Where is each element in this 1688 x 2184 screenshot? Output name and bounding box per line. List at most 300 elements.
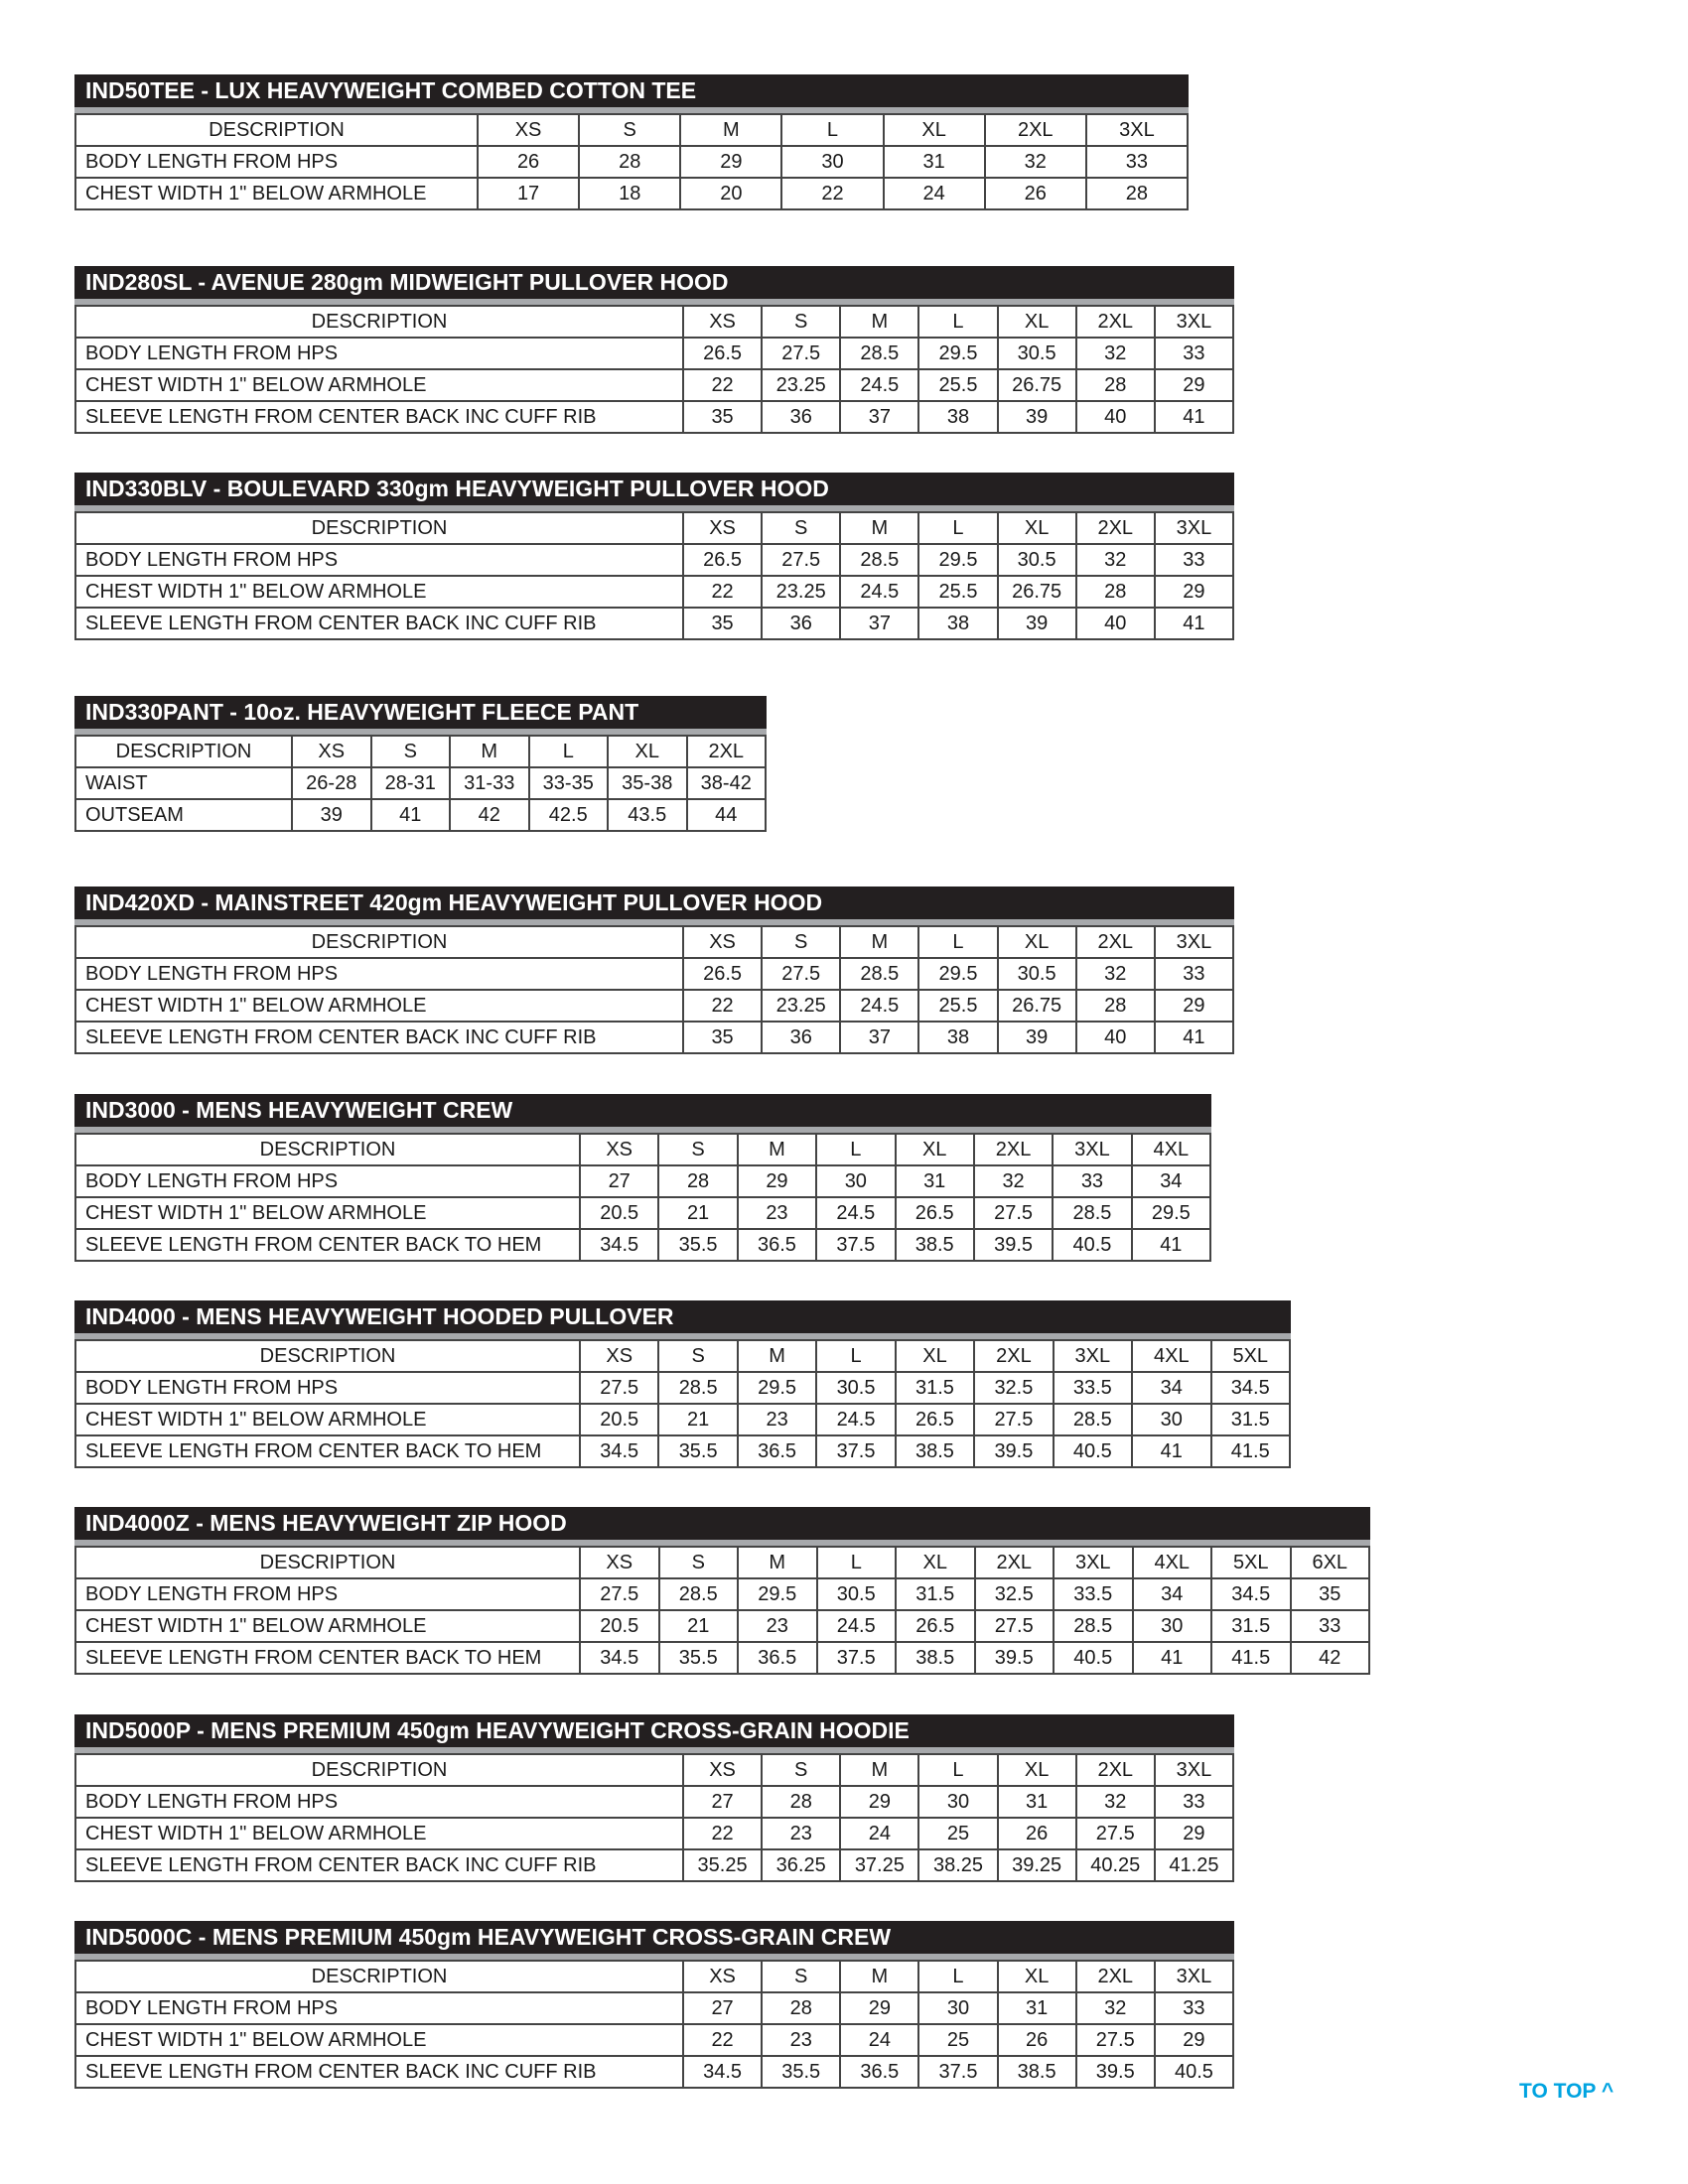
measurement-cell: 30.5 [816, 1372, 895, 1404]
header-row [75, 306, 1233, 338]
row-label: BODY LENGTH FROM HPS [75, 1992, 683, 2024]
measurement-cell: 32 [1076, 544, 1155, 576]
row-label: CHEST WIDTH 1" BELOW ARMHOLE [75, 369, 683, 401]
measurement-cell: 23 [738, 1404, 816, 1435]
measurement-cell: 30.5 [998, 338, 1076, 369]
measurement-cell: 33.5 [1054, 1372, 1132, 1404]
table-row [75, 799, 766, 831]
measurement-cell: 36 [762, 401, 840, 433]
size-chart-ind4000z [74, 1507, 1370, 1675]
table-row [75, 1165, 1210, 1197]
size-header: S [659, 1547, 739, 1578]
size-header: L [918, 306, 997, 338]
measurement-cell: 21 [659, 1610, 739, 1642]
measurement-cell: 41 [371, 799, 451, 831]
size-header: L [918, 1754, 997, 1786]
size-header: L [781, 114, 883, 146]
measurement-cell: 39.25 [998, 1849, 1076, 1881]
description-header: DESCRIPTION [75, 1547, 580, 1578]
size-chart-ind330pant [74, 696, 767, 832]
description-header: DESCRIPTION [75, 306, 683, 338]
measurement-cell: 24.5 [817, 1610, 897, 1642]
row-label: CHEST WIDTH 1" BELOW ARMHOLE [75, 990, 683, 1022]
size-header: M [840, 1961, 918, 1992]
measurement-cell: 25.5 [918, 369, 997, 401]
measurement-cell: 38-42 [687, 767, 767, 799]
measurement-cell: 28 [579, 146, 680, 178]
measurement-cell: 34 [1133, 1578, 1212, 1610]
measurement-cell: 29.5 [1132, 1197, 1210, 1229]
measurement-cell: 35 [683, 401, 762, 433]
table-row [75, 2056, 1233, 2088]
row-label: BODY LENGTH FROM HPS [75, 544, 683, 576]
description-header: DESCRIPTION [75, 512, 683, 544]
size-header: XL [896, 1134, 974, 1165]
measurement-cell: 40.5 [1054, 1642, 1133, 1674]
measurement-cell: 21 [658, 1197, 737, 1229]
measurement-cell: 29 [1155, 2024, 1233, 2056]
size-header: S [762, 512, 840, 544]
measurement-cell: 29 [1155, 369, 1233, 401]
measurement-cell: 20.5 [580, 1404, 658, 1435]
row-label: CHEST WIDTH 1" BELOW ARMHOLE [75, 1818, 683, 1849]
size-header: 3XL [1053, 1134, 1131, 1165]
header-row [75, 1134, 1210, 1165]
measurement-cell: 29.5 [918, 338, 997, 369]
row-label: BODY LENGTH FROM HPS [75, 1372, 580, 1404]
chart-title: IND280SL - AVENUE 280gm MIDWEIGHT PULLOVER HOOD [74, 266, 1234, 299]
measurement-cell: 29 [1155, 576, 1233, 608]
table-row [75, 1372, 1290, 1404]
size-header: XS [580, 1340, 658, 1372]
measurement-cell: 38.5 [998, 2056, 1076, 2088]
size-header: XS [580, 1134, 658, 1165]
size-header: XL [896, 1547, 975, 1578]
size-chart-ind5000c [74, 1921, 1234, 2089]
measurement-cell: 40.5 [1155, 2056, 1233, 2088]
row-label: CHEST WIDTH 1" BELOW ARMHOLE [75, 576, 683, 608]
size-header: S [658, 1134, 737, 1165]
measurement-cell: 36 [762, 1022, 840, 1053]
size-header: L [918, 1961, 997, 1992]
table-row [75, 958, 1233, 990]
measurement-cell: 27.5 [974, 1197, 1053, 1229]
measurement-cell: 20 [680, 178, 781, 209]
measurement-cell: 24.5 [816, 1197, 895, 1229]
table-row [75, 1849, 1233, 1881]
size-header: XL [608, 736, 687, 767]
size-header: 3XL [1155, 926, 1233, 958]
size-header: S [762, 1961, 840, 1992]
chart-title: IND50TEE - LUX HEAVYWEIGHT COMBED COTTON TEE [74, 74, 1189, 107]
header-row [75, 1547, 1369, 1578]
measurement-cell: 22 [683, 2024, 762, 2056]
measurement-cell: 26.75 [998, 990, 1076, 1022]
table-row [75, 608, 1233, 639]
measurement-cell: 36.5 [738, 1642, 817, 1674]
size-header: XL [998, 512, 1076, 544]
measurement-cell: 29.5 [738, 1578, 817, 1610]
table-row [75, 1786, 1233, 1818]
measurement-cell: 26 [998, 2024, 1076, 2056]
measurement-cell: 31.5 [896, 1578, 975, 1610]
measurement-cell: 23 [738, 1610, 817, 1642]
measurement-cell: 38.25 [918, 1849, 997, 1881]
size-header: XS [683, 1961, 762, 1992]
measurement-cell: 25 [918, 1818, 997, 1849]
size-header: S [579, 114, 680, 146]
row-label: SLEEVE LENGTH FROM CENTER BACK INC CUFF RIB [75, 608, 683, 639]
size-header: S [371, 736, 451, 767]
measurement-cell: 37.5 [918, 2056, 997, 2088]
size-header: S [658, 1340, 737, 1372]
measurement-cell: 29 [738, 1165, 816, 1197]
to-top-link[interactable]: TO TOP ^ [1519, 2080, 1615, 2103]
measurement-cell: 36.5 [738, 1229, 816, 1261]
size-header: M [738, 1547, 817, 1578]
measurement-cell: 34 [1132, 1372, 1210, 1404]
measurement-cell: 33 [1155, 1786, 1233, 1818]
measurement-cell: 35 [683, 1022, 762, 1053]
measurement-cell: 36.25 [762, 1849, 840, 1881]
size-header: XL [884, 114, 985, 146]
size-chart-ind4000 [74, 1300, 1291, 1468]
measurement-cell: 41 [1155, 608, 1233, 639]
measurement-cell: 35-38 [608, 767, 687, 799]
size-header: 3XL [1086, 114, 1188, 146]
measurement-cell: 22 [683, 1818, 762, 1849]
measurement-cell: 31 [998, 1992, 1076, 2024]
chart-title: IND5000C - MENS PREMIUM 450gm HEAVYWEIGHT CROSS-GRAIN CREW [74, 1921, 1234, 1954]
measurement-cell: 25.5 [918, 990, 997, 1022]
measurement-cell: 17 [478, 178, 579, 209]
size-table [74, 1133, 1211, 1262]
measurement-cell: 41.25 [1155, 1849, 1233, 1881]
size-header: XL [998, 306, 1076, 338]
measurement-cell: 22 [683, 990, 762, 1022]
measurement-cell: 26-28 [292, 767, 371, 799]
measurement-cell: 28 [1076, 990, 1155, 1022]
size-header: M [680, 114, 781, 146]
measurement-cell: 30 [918, 1992, 997, 2024]
table-row [75, 1818, 1233, 1849]
measurement-cell: 34.5 [1211, 1372, 1291, 1404]
measurement-cell: 20.5 [580, 1610, 659, 1642]
measurement-cell: 35.5 [659, 1642, 739, 1674]
measurement-cell: 37.5 [816, 1229, 895, 1261]
measurement-cell: 41 [1133, 1642, 1212, 1674]
measurement-cell: 28.5 [840, 544, 918, 576]
measurement-cell: 27.5 [580, 1578, 659, 1610]
row-label: BODY LENGTH FROM HPS [75, 338, 683, 369]
size-table [74, 511, 1234, 640]
size-header: XS [683, 306, 762, 338]
measurement-cell: 27 [580, 1165, 658, 1197]
measurement-cell: 22 [781, 178, 883, 209]
size-header: 2XL [974, 1340, 1053, 1372]
chart-title: IND5000P - MENS PREMIUM 450gm HEAVYWEIGHT CROSS-GRAIN HOODIE [74, 1714, 1234, 1747]
table-row [75, 1578, 1369, 1610]
table-row [75, 990, 1233, 1022]
table-row [75, 401, 1233, 433]
measurement-cell: 42 [450, 799, 529, 831]
measurement-cell: 30 [918, 1786, 997, 1818]
measurement-cell: 39.5 [974, 1435, 1053, 1467]
size-header: 6XL [1291, 1547, 1370, 1578]
measurement-cell: 26 [985, 178, 1086, 209]
measurement-cell: 24 [840, 2024, 918, 2056]
measurement-cell: 30.5 [817, 1578, 897, 1610]
measurement-cell: 27.5 [762, 544, 840, 576]
size-header: XL [896, 1340, 974, 1372]
measurement-cell: 26 [998, 1818, 1076, 1849]
measurement-cell: 26.75 [998, 576, 1076, 608]
size-header: 4XL [1132, 1134, 1210, 1165]
measurement-cell: 28.5 [840, 958, 918, 990]
measurement-cell: 38.5 [896, 1435, 974, 1467]
row-label: SLEEVE LENGTH FROM CENTER BACK TO HEM [75, 1229, 580, 1261]
header-row [75, 512, 1233, 544]
measurement-cell: 41 [1155, 401, 1233, 433]
header-row [75, 1754, 1233, 1786]
size-header: XS [683, 512, 762, 544]
measurement-cell: 37.5 [817, 1642, 897, 1674]
row-label: SLEEVE LENGTH FROM CENTER BACK TO HEM [75, 1642, 580, 1674]
size-header: M [738, 1340, 816, 1372]
measurement-cell: 24.5 [840, 576, 918, 608]
table-row [75, 2024, 1233, 2056]
size-header: S [762, 306, 840, 338]
measurement-cell: 39.5 [1076, 2056, 1155, 2088]
measurement-cell: 35.5 [658, 1229, 737, 1261]
measurement-cell: 32 [1076, 1786, 1155, 1818]
measurement-cell: 31.5 [896, 1372, 974, 1404]
measurement-cell: 29.5 [918, 958, 997, 990]
measurement-cell: 34.5 [580, 1435, 658, 1467]
size-header: M [840, 512, 918, 544]
measurement-cell: 40.5 [1054, 1435, 1132, 1467]
measurement-cell: 26.5 [683, 544, 762, 576]
size-header: 3XL [1155, 306, 1233, 338]
size-table [74, 1546, 1370, 1675]
measurement-cell: 26.5 [683, 958, 762, 990]
measurement-cell: 23 [762, 2024, 840, 2056]
measurement-cell: 29.5 [738, 1372, 816, 1404]
measurement-cell: 36.5 [738, 1435, 816, 1467]
chart-title: IND3000 - MENS HEAVYWEIGHT CREW [74, 1094, 1211, 1127]
measurement-cell: 34.5 [580, 1642, 659, 1674]
size-header: S [762, 1754, 840, 1786]
size-header: 2XL [1076, 1961, 1155, 1992]
size-header: L [918, 512, 997, 544]
size-header: XS [580, 1547, 659, 1578]
measurement-cell: 28 [1086, 178, 1188, 209]
measurement-cell: 41 [1132, 1229, 1210, 1261]
row-label: CHEST WIDTH 1" BELOW ARMHOLE [75, 1197, 580, 1229]
measurement-cell: 33 [1291, 1610, 1370, 1642]
row-label: CHEST WIDTH 1" BELOW ARMHOLE [75, 1610, 580, 1642]
measurement-cell: 29.5 [918, 544, 997, 576]
header-row [75, 1340, 1290, 1372]
measurement-cell: 24.5 [840, 369, 918, 401]
measurement-cell: 33-35 [529, 767, 609, 799]
table-row [75, 1610, 1369, 1642]
measurement-cell: 30 [781, 146, 883, 178]
size-header: 2XL [974, 1134, 1053, 1165]
measurement-cell: 26.5 [896, 1404, 974, 1435]
size-chart-ind50tee [74, 74, 1189, 210]
measurement-cell: 30 [1133, 1610, 1212, 1642]
size-header: L [816, 1340, 895, 1372]
measurement-cell: 28.5 [659, 1578, 739, 1610]
size-header: M [840, 306, 918, 338]
measurement-cell: 40 [1076, 608, 1155, 639]
header-row [75, 1961, 1233, 1992]
measurement-cell: 28 [1076, 576, 1155, 608]
measurement-cell: 31 [998, 1786, 1076, 1818]
row-label: BODY LENGTH FROM HPS [75, 146, 478, 178]
size-header: M [840, 926, 918, 958]
measurement-cell: 26.75 [998, 369, 1076, 401]
row-label: CHEST WIDTH 1" BELOW ARMHOLE [75, 1404, 580, 1435]
measurement-cell: 41.5 [1211, 1435, 1291, 1467]
row-label: BODY LENGTH FROM HPS [75, 958, 683, 990]
measurement-cell: 33 [1155, 1992, 1233, 2024]
size-chart-ind280sl [74, 266, 1234, 434]
row-label: BODY LENGTH FROM HPS [75, 1786, 683, 1818]
row-label: BODY LENGTH FROM HPS [75, 1578, 580, 1610]
measurement-cell: 29 [680, 146, 781, 178]
measurement-cell: 23.25 [762, 990, 840, 1022]
measurement-cell: 32 [1076, 338, 1155, 369]
measurement-cell: 37.5 [816, 1435, 895, 1467]
table-row [75, 1435, 1290, 1467]
measurement-cell: 34.5 [1211, 1578, 1291, 1610]
size-table [74, 1339, 1291, 1468]
measurement-cell: 36.5 [840, 2056, 918, 2088]
header-row [75, 114, 1188, 146]
size-table [74, 113, 1189, 210]
measurement-cell: 32 [985, 146, 1086, 178]
size-header: 2XL [1076, 926, 1155, 958]
size-header: M [738, 1134, 816, 1165]
measurement-cell: 43.5 [608, 799, 687, 831]
description-header: DESCRIPTION [75, 926, 683, 958]
table-row [75, 767, 766, 799]
measurement-cell: 28.5 [1054, 1610, 1133, 1642]
measurement-cell: 27 [683, 1786, 762, 1818]
size-chart-ind3000 [74, 1094, 1211, 1262]
measurement-cell: 28 [1076, 369, 1155, 401]
measurement-cell: 34.5 [683, 2056, 762, 2088]
measurement-cell: 33.5 [1054, 1578, 1133, 1610]
measurement-cell: 40.25 [1076, 1849, 1155, 1881]
measurement-cell: 27.5 [974, 1404, 1053, 1435]
size-header: 2XL [1076, 1754, 1155, 1786]
size-table [74, 305, 1234, 434]
measurement-cell: 28 [658, 1165, 737, 1197]
row-label: SLEEVE LENGTH FROM CENTER BACK INC CUFF RIB [75, 1022, 683, 1053]
measurement-cell: 40.5 [1053, 1229, 1131, 1261]
measurement-cell: 26 [478, 146, 579, 178]
size-header: XS [292, 736, 371, 767]
chart-title: IND420XD - MAINSTREET 420gm HEAVYWEIGHT PULLOVER HOOD [74, 887, 1234, 919]
measurement-cell: 32 [1076, 1992, 1155, 2024]
size-header: 5XL [1211, 1547, 1291, 1578]
measurement-cell: 39 [998, 1022, 1076, 1053]
size-chart-ind420xd [74, 887, 1234, 1054]
row-label: SLEEVE LENGTH FROM CENTER BACK INC CUFF RIB [75, 1849, 683, 1881]
measurement-cell: 28-31 [371, 767, 451, 799]
measurement-cell: 36 [762, 608, 840, 639]
measurement-cell: 28.5 [658, 1372, 737, 1404]
measurement-cell: 25.5 [918, 576, 997, 608]
measurement-cell: 23 [762, 1818, 840, 1849]
measurement-cell: 29 [840, 1786, 918, 1818]
table-row [75, 369, 1233, 401]
size-header: 2XL [1076, 306, 1155, 338]
measurement-cell: 38 [918, 608, 997, 639]
measurement-cell: 41 [1155, 1022, 1233, 1053]
measurement-cell: 22 [683, 576, 762, 608]
measurement-cell: 24 [840, 1818, 918, 1849]
measurement-cell: 30 [816, 1165, 895, 1197]
measurement-cell: 32 [974, 1165, 1053, 1197]
size-header: S [762, 926, 840, 958]
row-label: SLEEVE LENGTH FROM CENTER BACK TO HEM [75, 1435, 580, 1467]
table-row [75, 1229, 1210, 1261]
size-header: XL [998, 1754, 1076, 1786]
chart-title: IND4000Z - MENS HEAVYWEIGHT ZIP HOOD [74, 1507, 1370, 1540]
size-header: XS [683, 926, 762, 958]
measurement-cell: 39 [998, 608, 1076, 639]
measurement-cell: 25 [918, 2024, 997, 2056]
size-table [74, 735, 767, 832]
measurement-cell: 21 [658, 1404, 737, 1435]
table-row [75, 178, 1188, 209]
measurement-cell: 33 [1155, 338, 1233, 369]
measurement-cell: 38 [918, 1022, 997, 1053]
measurement-cell: 24 [884, 178, 985, 209]
size-header: M [450, 736, 529, 767]
measurement-cell: 32 [1076, 958, 1155, 990]
size-header: L [817, 1547, 897, 1578]
description-header: DESCRIPTION [75, 1754, 683, 1786]
measurement-cell: 39.5 [974, 1229, 1053, 1261]
measurement-cell: 30.5 [998, 958, 1076, 990]
size-header: XS [478, 114, 579, 146]
size-header: L [918, 926, 997, 958]
measurement-cell: 30 [1132, 1404, 1210, 1435]
measurement-cell: 40 [1076, 401, 1155, 433]
measurement-cell: 28.5 [840, 338, 918, 369]
measurement-cell: 31 [896, 1165, 974, 1197]
measurement-cell: 22 [683, 369, 762, 401]
measurement-cell: 30.5 [998, 544, 1076, 576]
measurement-cell: 42.5 [529, 799, 609, 831]
measurement-cell: 29 [1155, 990, 1233, 1022]
size-header: 2XL [1076, 512, 1155, 544]
size-chart-ind5000p [74, 1714, 1234, 1882]
table-row [75, 576, 1233, 608]
size-header: 3XL [1054, 1340, 1132, 1372]
measurement-cell: 41.5 [1211, 1642, 1291, 1674]
measurement-cell: 37 [840, 608, 918, 639]
measurement-cell: 39.5 [975, 1642, 1055, 1674]
size-header: 4XL [1132, 1340, 1210, 1372]
measurement-cell: 37 [840, 1022, 918, 1053]
header-row [75, 736, 766, 767]
